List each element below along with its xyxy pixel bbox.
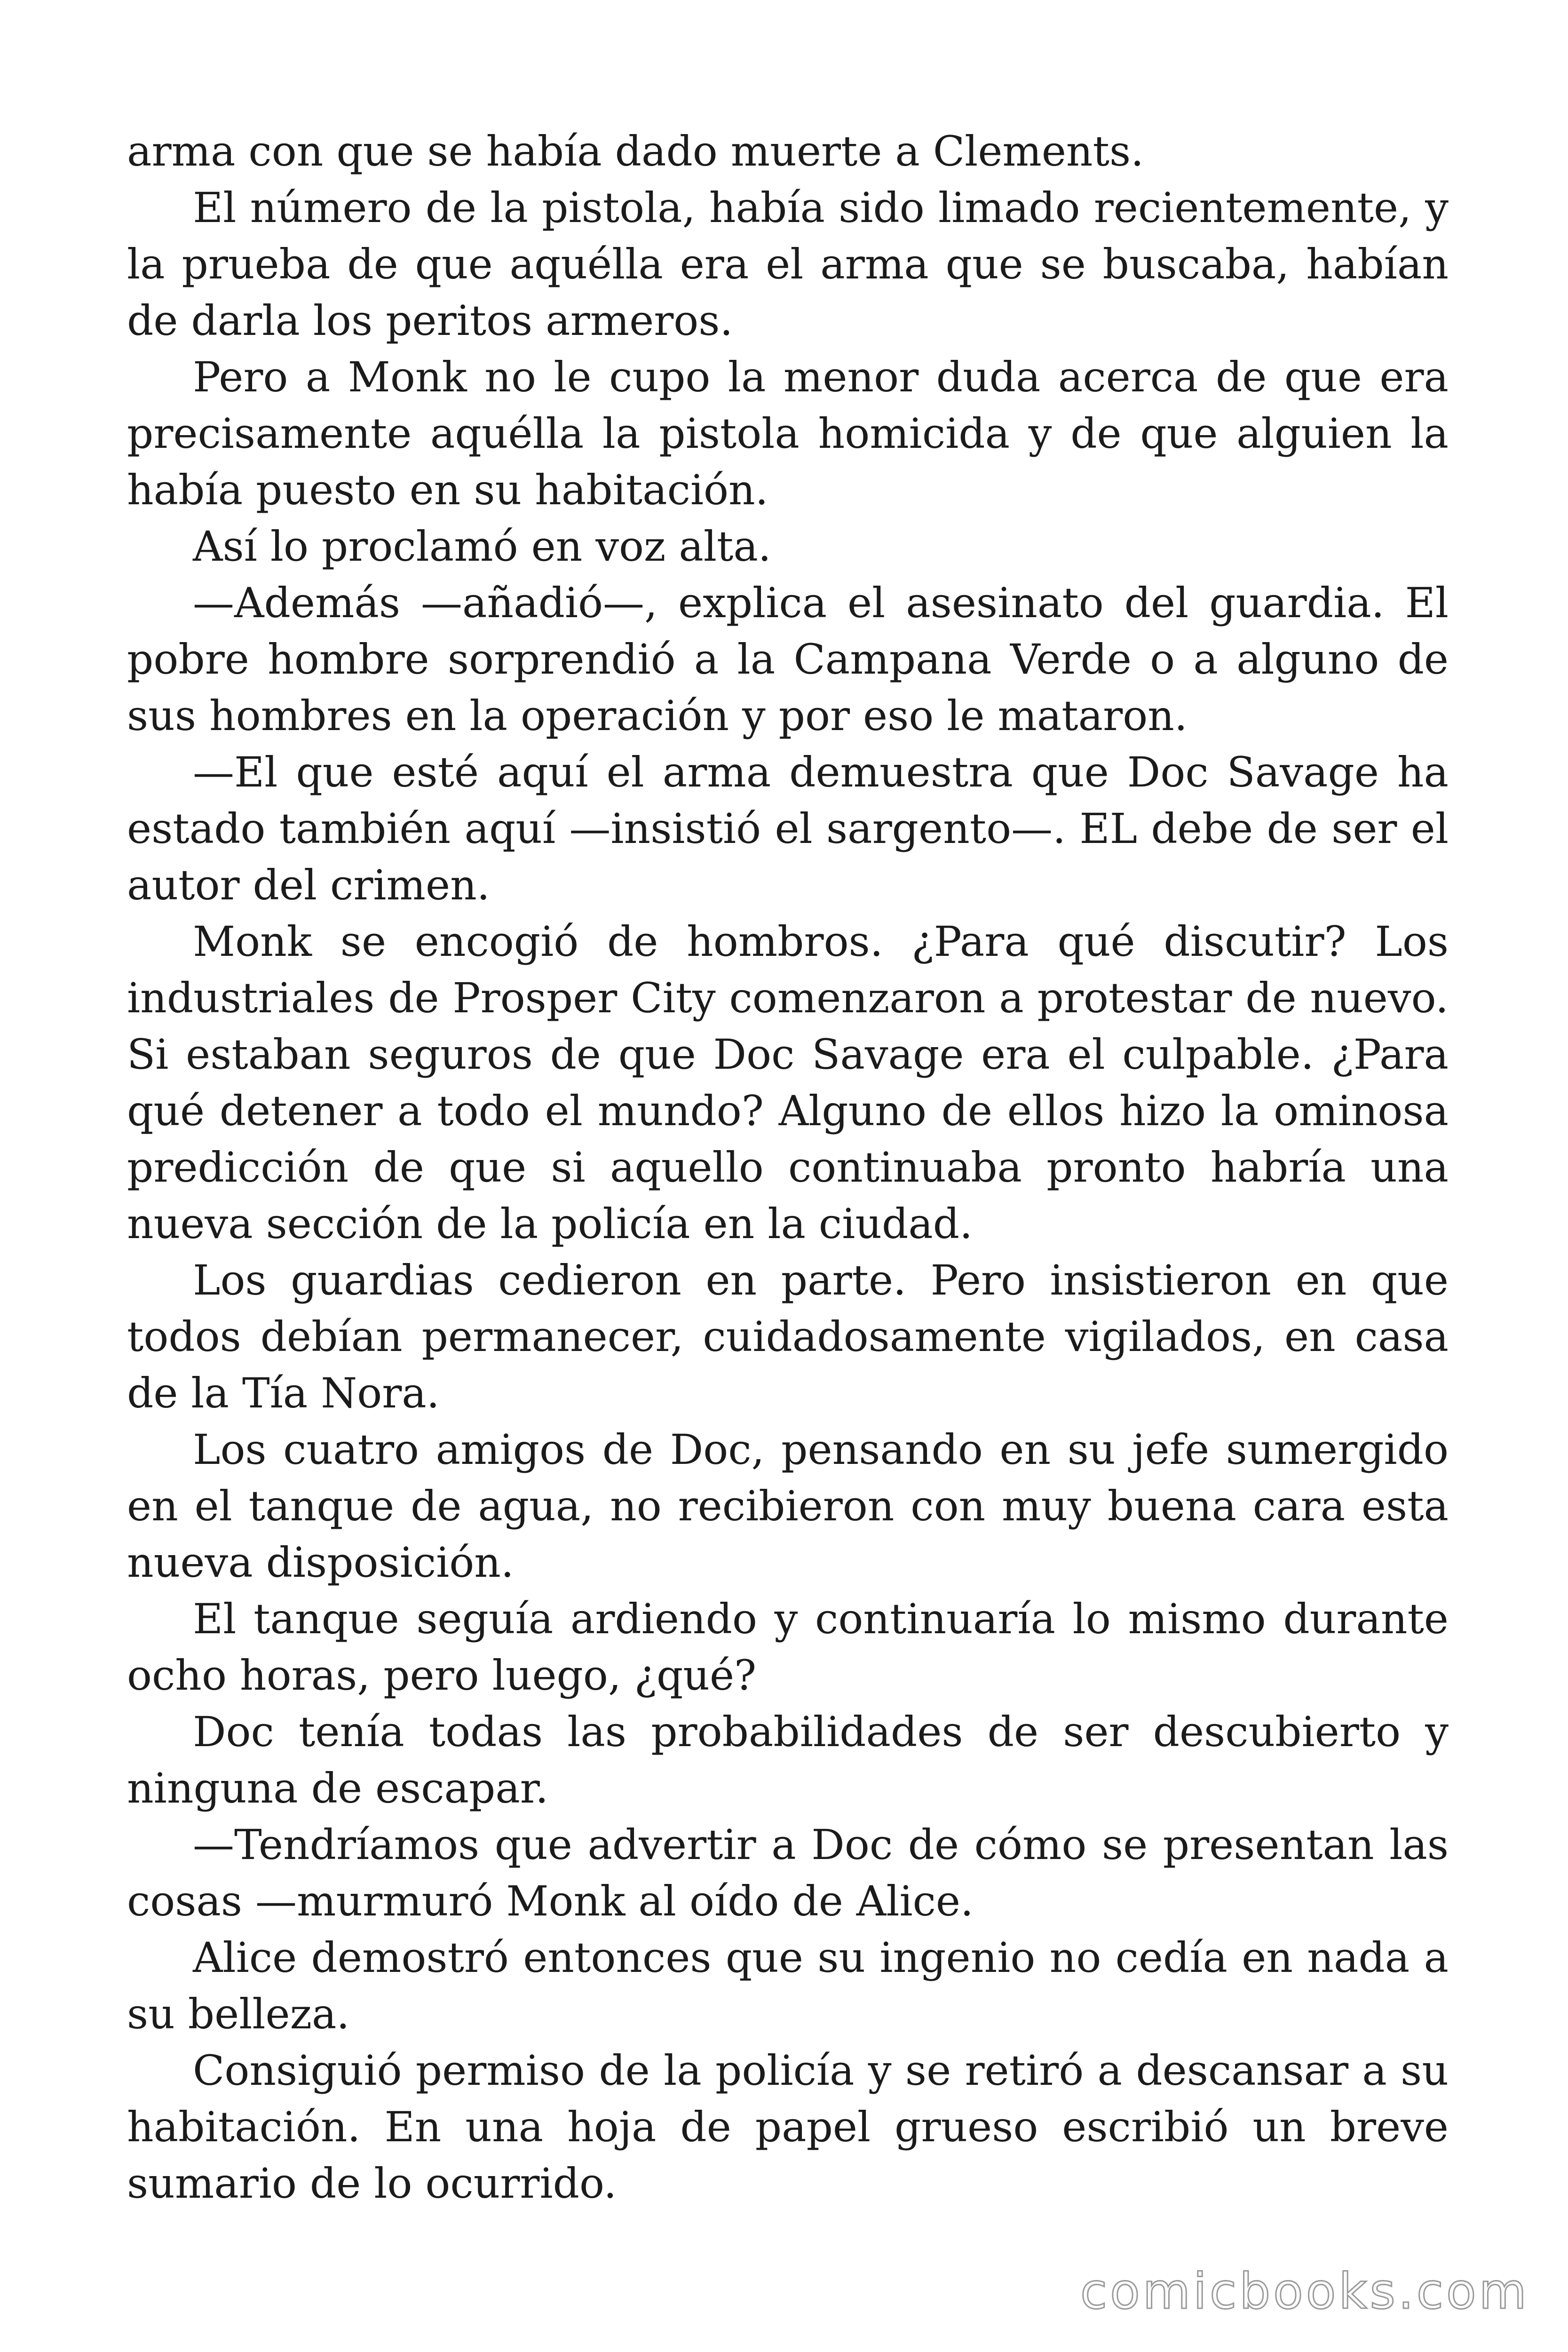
- paragraph: Pero a Monk no le cupo la menor duda acerca de que era precisamente aquélla la pistola homicida y de que alguien la había puesto en su habitación.: [127, 353, 1449, 514]
- paragraph: —Tendríamos que advertir a Doc de cómo se presentan las cosas —murmuró Monk al oído de Alice.: [127, 1820, 1449, 1925]
- paragraph: Monk se encogió de hombros. ¿Para qué discutir? Los industriales de Prosper City comenzaron a protestar de nuevo. Si estaban seguros de que Doc Savage era el culpable. ¿Para qué detener a todo el mundo? Alguno de ellos hizo la ominosa predicción de que si aquello continuaba pronto habría una nueva sección de la policía en la ciudad.: [127, 917, 1449, 1248]
- paragraph-continuation: arma con que se había dado muerte a Clements.: [127, 127, 1144, 175]
- paragraph: —El que esté aquí el arma demuestra que Doc Savage ha estado también aquí —insistió el sargento—. EL debe de ser el autor del crimen.: [127, 748, 1449, 909]
- paragraph: Consiguió permiso de la policía y se retiró a descansar a su habitación. En una hoja de papel grueso escribió un breve sumario de lo ocurrido.: [127, 2046, 1449, 2208]
- page-body: [127, 123, 1449, 2212]
- paragraph: Los cuatro amigos de Doc, pensando en su jefe sumergido en el tanque de agua, no recibieron con muy buena cara esta nueva disposición.: [127, 1425, 1449, 1587]
- paragraph: Así lo proclamó en voz alta.: [193, 522, 771, 571]
- paragraph: Doc tenía todas las probabilidades de ser descubierto y ninguna de escapar.: [127, 1708, 1449, 1812]
- paragraph: Alice demostró entonces que su ingenio no cedía en nada a su belleza.: [127, 1933, 1449, 2038]
- paragraph: Los guardias cedieron en parte. Pero insistieron en que todos debían permanecer, cuidadosamente vigilados, en casa de la Tía Nora.: [127, 1256, 1449, 1417]
- paragraph: —Además —añadió—, explica el asesinato del guardia. El pobre hombre sorprendió a la Campana Verde o a alguno de sus hombres en la operación y por eso le mataron.: [127, 579, 1449, 740]
- paragraph: El número de la pistola, había sido limado recientemente, y la prueba de que aquélla era el arma que se buscaba, habían de darla los peritos armeros.: [127, 183, 1449, 345]
- watermark: comicbooks.com: [1080, 2263, 1529, 2320]
- paragraph: El tanque seguía ardiendo y continuaría lo mismo durante ocho horas, pero luego, ¿qué?: [127, 1595, 1449, 1700]
